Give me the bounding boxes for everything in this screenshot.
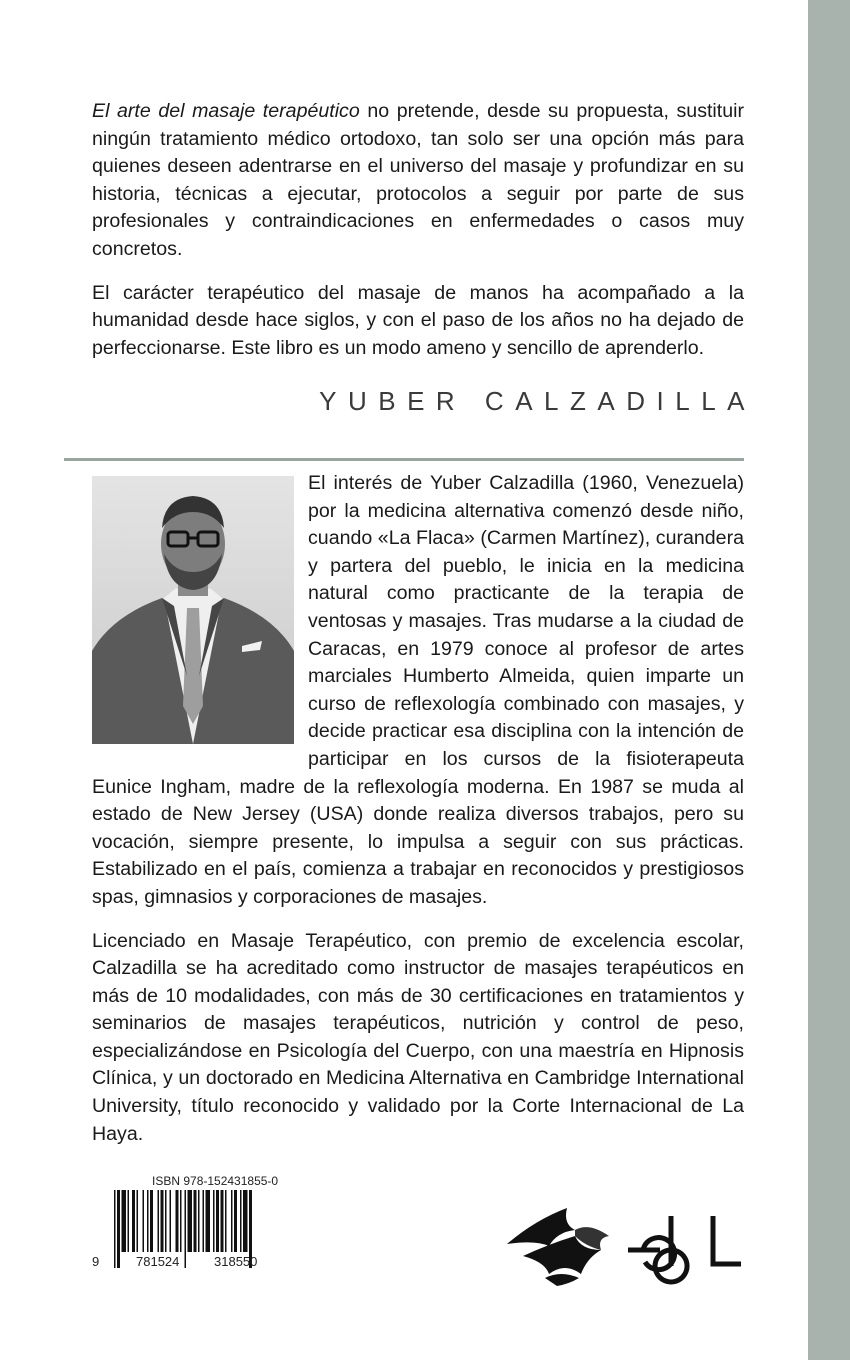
intro-section xyxy=(92,98,756,417)
intro-paragraph-1 xyxy=(92,98,744,264)
barcode-bar xyxy=(147,1190,149,1252)
spine-strip xyxy=(808,0,850,1360)
book-bird-icon xyxy=(505,1200,745,1290)
barcode-bar xyxy=(194,1190,197,1252)
divider xyxy=(64,458,744,461)
barcode-bar xyxy=(206,1190,211,1252)
barcode-bar xyxy=(137,1190,139,1252)
barcode-bar xyxy=(170,1190,172,1252)
barcode-bar xyxy=(165,1190,167,1252)
author-name: YUBER CALZADILLA xyxy=(319,386,756,417)
barcode-bar xyxy=(240,1190,242,1252)
intro-paragraph-2: El carácter terapéutico del masaje de manos ha acompañado a la humanidad desde hace siglos, y con el paso de los años no ha dejado de perfeccionarse. Este libro es un modo ameno y sencillo de aprenderlo. xyxy=(92,281,744,359)
author-bio-paragraph-1: El interés de Yuber Calzadilla (1960, Venezuela) por la medicina alternativa comenzó desde niño, cuando «La Flaca» (Carmen Martínez), curandera y partera del pueblo, le inicia en la medicina natural como practicante de la terapia de ventosas y masajes. Tras mudarse a la ciudad de Caracas, en 1979 conoce al profesor de artes marciales Humberto Almeida, quien imparte un curso de reflexología combinado con masajes, y decide practicar esa disciplina con la intención de participar en los cursos de la fisioterapeuta Eunice Ingham, madre de la reflexología moderna. En 1987 se muda al estado de New Jersey (USA) donde realiza diversos trabajos, pero su vocación, siempre presente, lo impulsa a seguir con sus prácticas. Estabilizado en el país, comienza a trabajar en reconocidos y prestigiosos spas, gimnasios y corporaciones de masajes. xyxy=(92,472,744,908)
barcode-digits-right: 318550 xyxy=(214,1254,258,1269)
barcode-bar xyxy=(216,1190,219,1252)
barcode-bar xyxy=(203,1190,205,1252)
barcode-bar xyxy=(234,1190,237,1252)
barcode-digit-first: 9 xyxy=(92,1254,100,1269)
author-bio-paragraph-2: Licenciado en Masaje Terapéutico, con premio de excelencia escolar, Calzadilla se ha acreditado como instructor de masajes terapéuticos en más de 10 modalidades, con más de 30 certificaciones en tratamientos y seminarios de masajes terapéuticos, nutrición y control de peso, especializándose en Psicología del Cuerpo, con una maestría en Hipnosis Clínica, y un doctorado en Medicina Alternativa en Cambridge International University, título reconocido y validado por la Corte Internacional de La Haya. xyxy=(92,929,744,1145)
barcode-bar xyxy=(243,1190,248,1252)
author-bio-section xyxy=(92,470,744,1164)
author-photo xyxy=(92,476,294,744)
barcode-bar xyxy=(221,1190,224,1252)
barcode-digits-left: 781524 xyxy=(136,1254,180,1269)
barcode-bar xyxy=(143,1190,145,1252)
author-portrait-icon xyxy=(92,476,294,744)
barcode-bar xyxy=(161,1190,164,1252)
barcode-bar xyxy=(132,1190,135,1252)
barcode-bar xyxy=(158,1190,160,1252)
barcode-bar xyxy=(176,1190,179,1252)
barcode-bar xyxy=(213,1190,215,1252)
barcode-bar xyxy=(128,1190,130,1252)
isbn-label: ISBN 978-152431855-0 xyxy=(152,1174,279,1188)
barcode-bar xyxy=(150,1190,153,1252)
barcode-bar xyxy=(180,1190,182,1252)
intro-paragraph-1-text: no pretende, desde su propuesta, sustituir ningún tratamiento médico ortodoxo, tan solo ser una opción más para quienes deseen adentrarse en el universo del masaje y profundizar en su historia, técnicas a ejecutar, protocolos a seguir por parte de sus profesionales y contraindicaciones en enfermedades o casos muy concretos. xyxy=(92,100,745,260)
barcode-bar xyxy=(198,1190,200,1252)
barcode-bar xyxy=(117,1190,120,1268)
publisher-logo xyxy=(505,1200,745,1295)
barcode-bar xyxy=(231,1190,233,1252)
isbn-barcode xyxy=(92,1172,302,1282)
barcode-bar xyxy=(185,1190,187,1268)
book-title: El arte del masaje terapéutico xyxy=(92,100,360,122)
barcode-bar xyxy=(188,1190,193,1252)
barcode-bar xyxy=(122,1190,127,1252)
barcode-bar xyxy=(114,1190,116,1268)
barcode-bar xyxy=(225,1190,227,1252)
